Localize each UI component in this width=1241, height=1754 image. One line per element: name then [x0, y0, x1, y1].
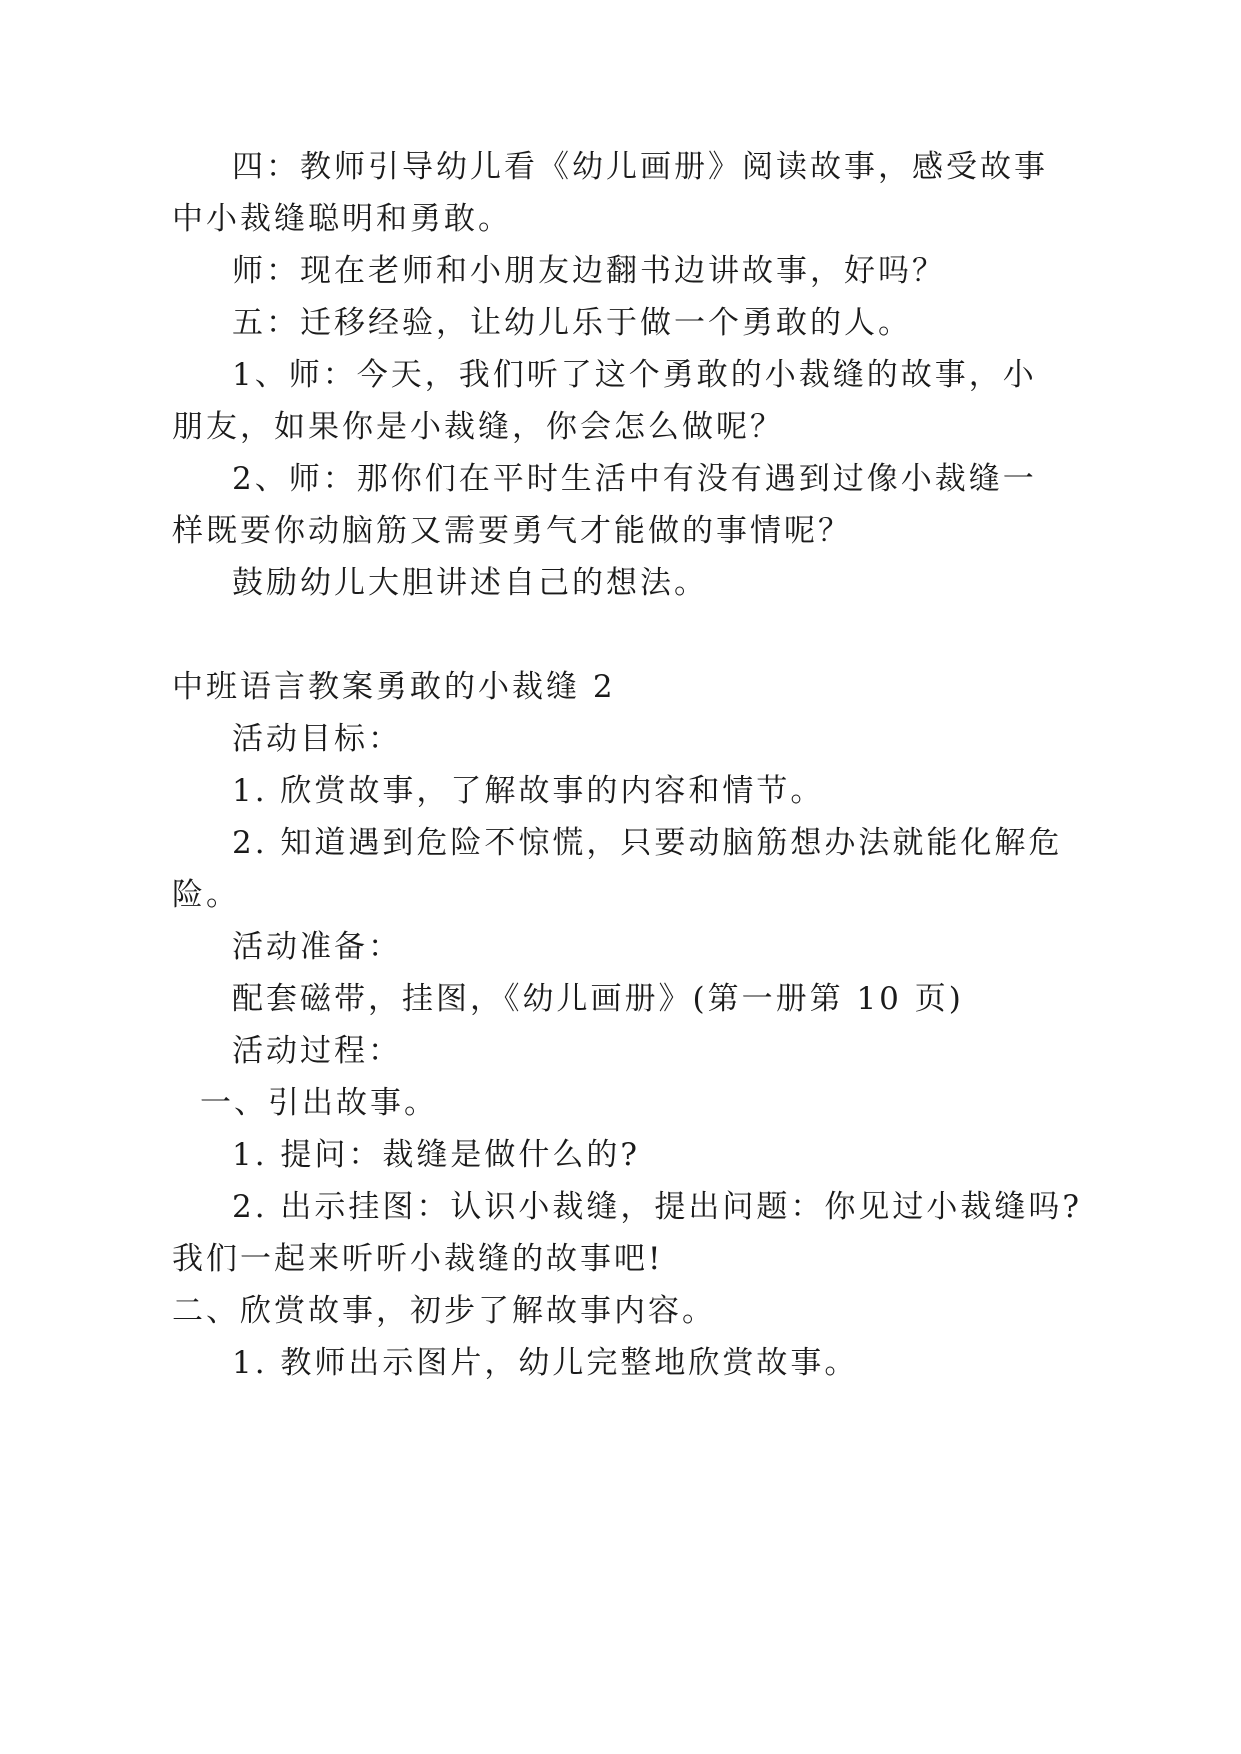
- heading-activity-preparation: 活动准备：: [232, 929, 402, 965]
- paragraph-step4-line2: 中小裁缝聪明和勇敢。: [172, 201, 512, 237]
- goal-item-2-line2: 险。: [172, 877, 240, 913]
- step1-heading: 一、引出故事。: [200, 1085, 438, 1121]
- step1-item-2-line2: 我们一起来听听小裁缝的故事吧!: [172, 1241, 664, 1277]
- paragraph-encourage: 鼓励幼儿大胆讲述自己的想法。: [232, 565, 708, 601]
- paragraph-question2-line1: 2、师：那你们在平时生活中有没有遇到过像小裁缝一: [232, 461, 1037, 497]
- paragraph-step4-line1: 四：教师引导幼儿看《幼儿画册》阅读故事，感受故事: [232, 149, 1048, 185]
- step1-item-1: 1. 提问：裁缝是做什么的?: [232, 1137, 641, 1173]
- preparation-text: 配套磁带，挂图，《幼儿画册》(第一册第 10 页): [232, 981, 964, 1017]
- paragraph-question1-line1: 1、师：今天，我们听了这个勇敢的小裁缝的故事，小: [232, 357, 1037, 393]
- step2-item-1: 1. 教师出示图片，幼儿完整地欣赏故事。: [232, 1345, 859, 1381]
- heading-activity-goals: 活动目标：: [232, 721, 402, 757]
- paragraph-question1-line2: 朋友，如果你是小裁缝，你会怎么做呢？: [172, 409, 784, 445]
- goal-item-2-line1: 2. 知道遇到危险不惊慌，只要动脑筋想办法就能化解危: [232, 825, 1063, 861]
- paragraph-step5: 五：迁移经验，让幼儿乐于做一个勇敢的人。: [232, 305, 912, 341]
- step1-item-2-line1: 2. 出示挂图：认识小裁缝，提出问题：你见过小裁缝吗?: [232, 1189, 1083, 1225]
- step2-heading: 二、欣赏故事，初步了解故事内容。: [172, 1293, 716, 1329]
- paragraph-teacher-question: 师：现在老师和小朋友边翻书边讲故事，好吗？: [232, 253, 946, 289]
- section-title: 中班语言教案勇敢的小裁缝 2: [172, 669, 616, 705]
- heading-activity-process: 活动过程：: [232, 1033, 402, 1069]
- goal-item-1: 1. 欣赏故事，了解故事的内容和情节。: [232, 773, 825, 809]
- paragraph-question2-line2: 样既要你动脑筋又需要勇气才能做的事情呢？: [172, 513, 852, 549]
